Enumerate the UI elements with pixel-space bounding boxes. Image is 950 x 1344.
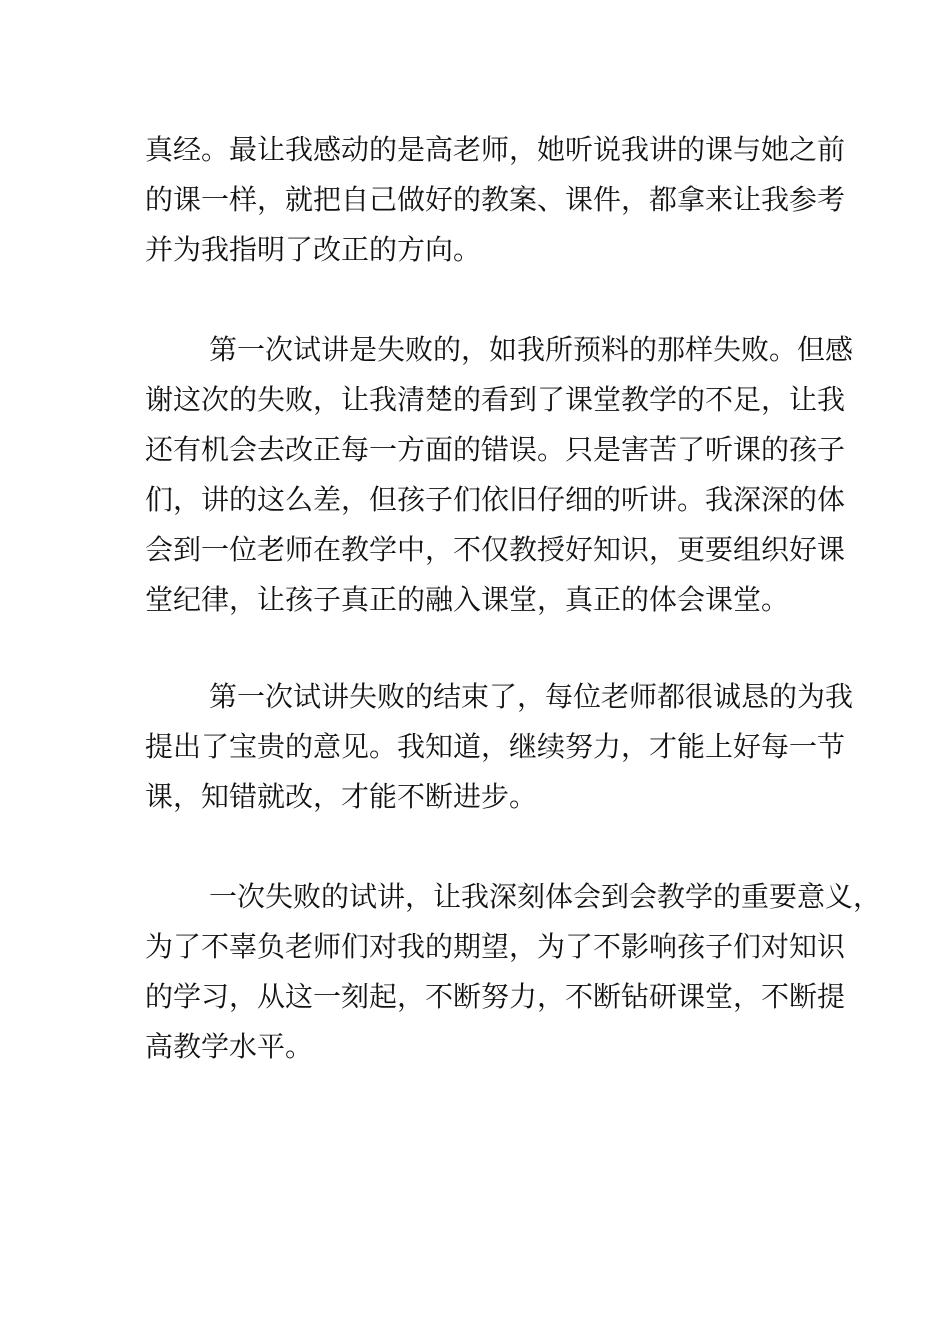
- paragraph-line: 堂纪律，让孩子真正的融入课堂，真正的体会课堂。: [145, 583, 790, 616]
- paragraph-first-line: 第一次试讲是失败的，如我所预料的那样失败。但感: [209, 333, 854, 366]
- paragraph-first-line: 一次失败的试讲，让我深刻体会到会教学的重要意义，: [209, 880, 882, 913]
- paragraph-line: 的课一样，就把自己做好的教案、课件，都拿来让我参考: [145, 183, 846, 216]
- paragraph-4: [145, 872, 882, 1072]
- paragraph-line: 课，知错就改，才能不断进步。: [145, 780, 538, 813]
- paragraph-first-line: 第一次试讲失败的结束了，每位老师都很诚恳的为我: [209, 680, 854, 713]
- paragraph-line: 谢这次的失败，让我清楚的看到了课堂教学的不足，让我: [145, 383, 846, 416]
- paragraph-line: 还有机会去改正每一方面的错误。只是害苦了听课的孩子: [145, 433, 846, 466]
- paragraph-line: 为了不辜负老师们对我的期望，为了不影响孩子们对知识: [145, 930, 846, 963]
- paragraph-line: 高教学水平。: [145, 1030, 314, 1063]
- paragraph-3: [145, 672, 854, 822]
- paragraph-line: 真经。最让我感动的是高老师，她听说我讲的课与她之前: [145, 133, 846, 166]
- paragraph-2: [145, 325, 854, 625]
- paragraph-line: 的学习，从这一刻起，不断努力，不断钻研课堂，不断提: [145, 980, 846, 1013]
- paragraph-line: 并为我指明了改正的方向。: [145, 233, 482, 266]
- paragraph-line: 提出了宝贵的意见。我知道，继续努力，才能上好每一节: [145, 730, 846, 763]
- paragraph-line: 们，讲的这么差，但孩子们依旧仔细的听讲。我深深的体: [145, 483, 846, 516]
- paragraph-1: [145, 125, 846, 275]
- paragraph-line: 会到一位老师在教学中，不仅教授好知识，更要组织好课: [145, 533, 846, 566]
